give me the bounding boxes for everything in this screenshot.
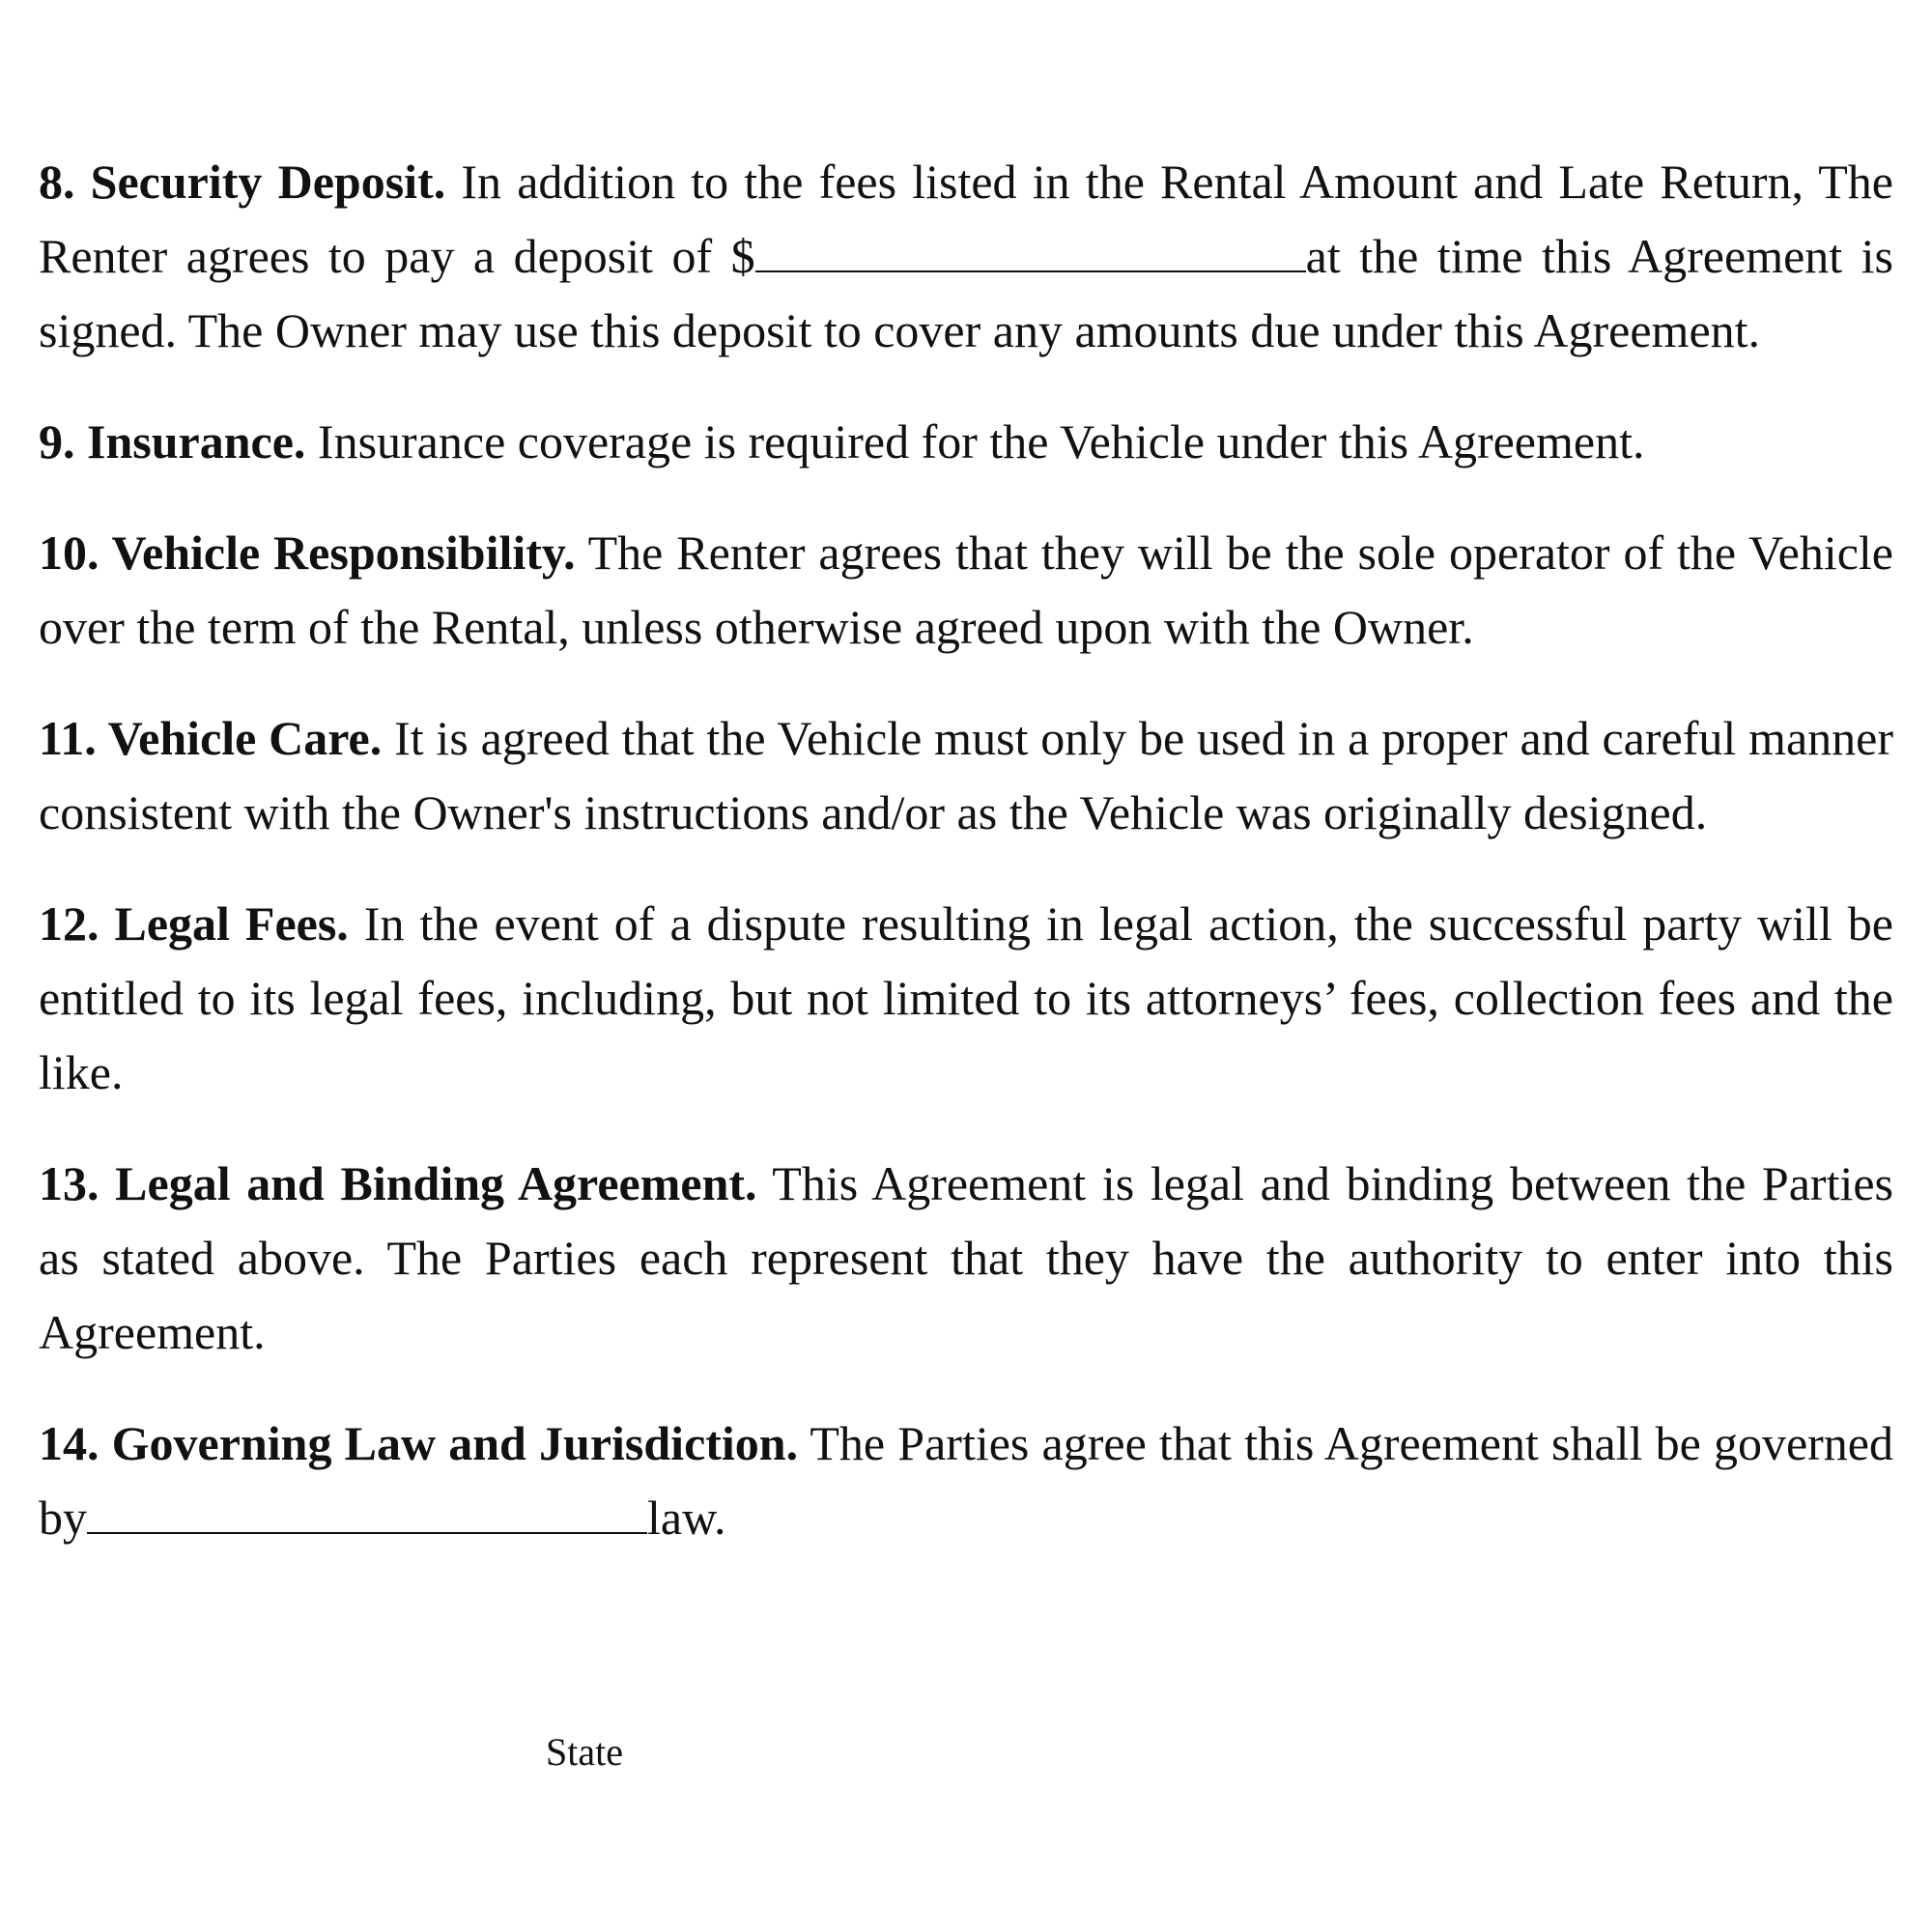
clause-heading: 12. Legal Fees. <box>39 896 349 951</box>
clause-governing-law <box>39 1406 1893 1555</box>
clause-legal-binding-agreement <box>39 1147 1893 1370</box>
clause-vehicle-responsibility <box>39 516 1893 665</box>
clause-heading: 13. Legal and Binding Agreement. <box>39 1156 757 1210</box>
clause-heading: 14. Governing Law and Jurisdiction. <box>39 1416 799 1470</box>
clause-text: This Agreement is legal and binding between the Parties as stated above. The Parties each represent that they have the authority to enter into this Agreement. <box>39 1156 1893 1359</box>
clause-text: law. <box>647 1491 726 1545</box>
clause-text: at the time this Agreement is signed. The Owner may use this deposit to cover any amounts due under this Agreement. <box>39 229 1893 357</box>
clause-text: In addition to the fees listed in the Rental Amount and Late Return, The Renter agrees to pay a deposit of $ <box>39 155 1893 283</box>
clause-heading: 10. Vehicle Responsibility. <box>39 526 576 580</box>
clause-heading: 9. Insurance. <box>39 414 306 469</box>
clause-heading: 8. Security Deposit. <box>39 155 446 209</box>
clause-legal-fees <box>39 887 1893 1110</box>
clause-text: Insurance coverage is required for the Vehicle under this Agreement. <box>305 414 1645 469</box>
deposit-amount-blank[interactable] <box>755 232 1306 272</box>
governing-state-blank[interactable] <box>87 1493 647 1534</box>
clause-text: The Renter agrees that they will be the sole operator of the Vehicle over the term of the Rental, unless otherwise agreed upon with the Owner. <box>39 526 1893 654</box>
clause-insurance <box>39 405 1893 479</box>
clause-vehicle-care <box>39 701 1893 850</box>
clause-text: It is agreed that the Vehicle must only be used in a proper and careful manner consistent with the Owner's instructions and/or as the Vehicle was originally designed. <box>39 711 1893 839</box>
clause-heading: 11. Vehicle Care. <box>39 711 383 765</box>
clause-security-deposit <box>39 145 1893 368</box>
clause-text: The Parties agree that this Agreement shall be governed by <box>39 1416 1893 1545</box>
state-blank-label: State <box>546 1730 623 1774</box>
clause-text: In the event of a dispute resulting in legal action, the successful party will be entitled to its legal fees, including, but not limited to its attorneys’ fees, collection fees and the like. <box>39 896 1893 1099</box>
agreement-document <box>39 145 1893 1592</box>
